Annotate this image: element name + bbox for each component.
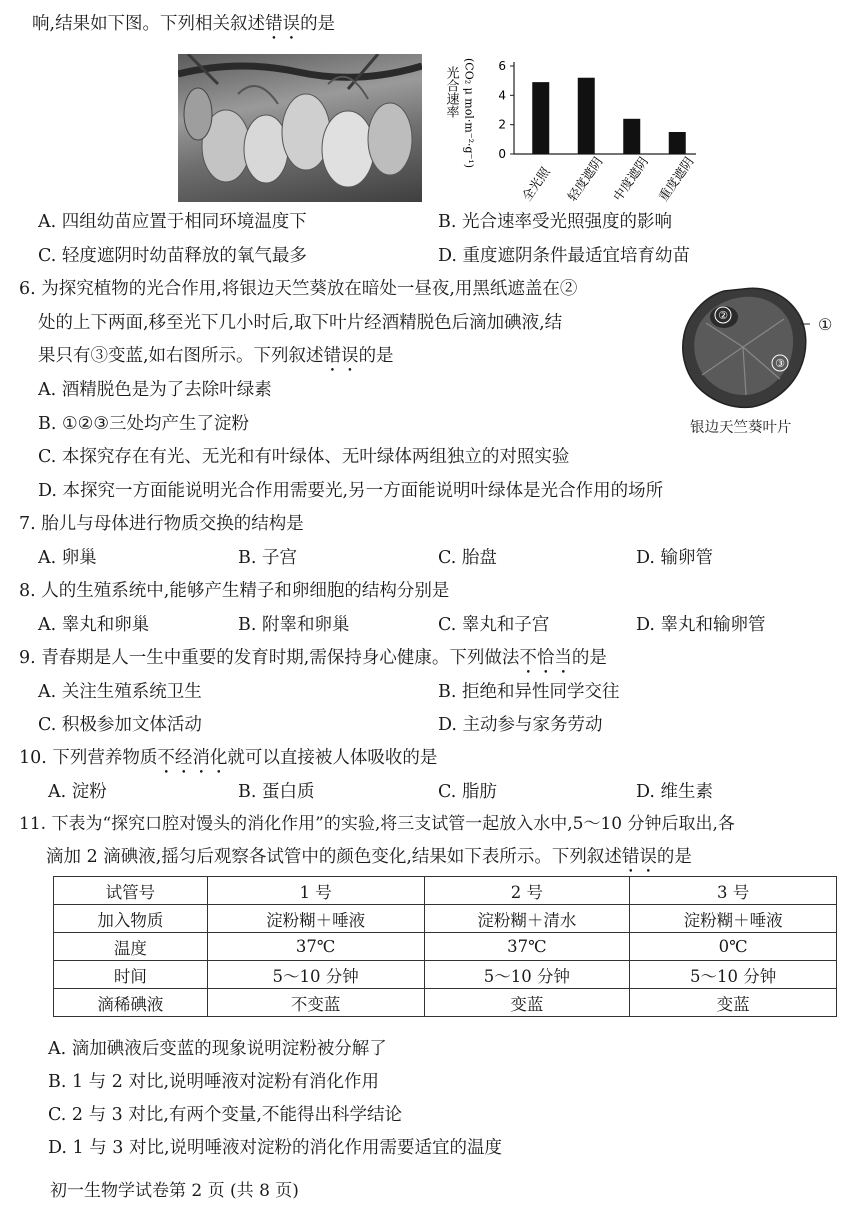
q9-option-a: A. 关注生殖系统卫生 (38, 682, 202, 702)
q7-stem: 7. 胎儿与母体进行物质交换的结构是 (19, 514, 304, 534)
table-row (54, 989, 837, 1017)
page-footer: 初一生物学试卷第 2 页 (共 8 页) (50, 1181, 299, 1201)
q8-option-c: C. 睾丸和子宫 (438, 615, 550, 635)
table-row (54, 905, 837, 933)
q11-option-b: B. 1 与 2 对比,说明唾液对淀粉有消化作用 (48, 1072, 380, 1092)
q6-option-b: B. ①②③三处均产生了淀粉 (38, 414, 250, 434)
q10-option-d: D. 维生素 (636, 782, 714, 802)
q10-option-c: C. 脂肪 (438, 782, 497, 802)
q11-option-d: D. 1 与 3 对比,说明唾液对淀粉的消化作用需要适宜的温度 (48, 1138, 503, 1158)
q10-option-b: B. 蛋白质 (238, 782, 315, 802)
leaf-caption: 银边天竺葵叶片 (690, 420, 792, 436)
table-row (54, 933, 837, 961)
category-label: 全光照 (518, 164, 553, 204)
category-label: 中度遮阴 (609, 154, 651, 204)
table-cell: 1 号 (207, 877, 424, 905)
table-row (54, 961, 837, 989)
y-axis-label: 光合速率 (443, 66, 459, 118)
q9-stem: 9. 青春期是人一生中重要的发育时期,需保持身心健康。下列做法不恰当的是 (19, 648, 607, 668)
table-cell: 37℃ (424, 933, 630, 961)
table-cell: 变蓝 (424, 989, 630, 1017)
q9-option-b: B. 拒绝和异性同学交往 (438, 682, 620, 702)
q6-option-d: D. 本探究一方面能说明光合作用需要光,另一方面能说明叶绿体是光合作用的场所 (38, 481, 664, 501)
q6-option-a: A. 酒精脱色是为了去除叶绿素 (38, 380, 272, 400)
bar-4 (669, 132, 686, 154)
q8-option-d: D. 睾丸和输卵管 (636, 615, 766, 635)
q8-stem: 8. 人的生殖系统中,能够产生精子和卵细胞的结构分别是 (19, 581, 450, 601)
q7-option-b: B. 子宫 (238, 548, 297, 568)
kiwi-fruit-photo (178, 54, 422, 202)
q5-option-d: D. 重度遮阴条件最适宜培育幼苗 (438, 246, 691, 266)
q11-stem-line-2: 滴加 2 滴碘液,摇匀后观察各试管中的颜色变化,结果如下表所示。下列叙述错误的是 (46, 847, 692, 867)
q9-option-d: D. 主动参与家务劳动 (438, 715, 603, 735)
y-tick-label: 0 (498, 147, 506, 161)
table-cell: 滴稀碘液 (54, 989, 208, 1017)
q9-option-c: C. 积极参加文体活动 (38, 715, 202, 735)
q7-option-a: A. 卵巢 (38, 548, 97, 568)
q6-option-c: C. 本探究存在有光、无光和有叶绿体、无叶绿体两组独立的对照实验 (38, 447, 570, 467)
q7-option-d: D. 输卵管 (636, 548, 714, 568)
q11-option-c: C. 2 与 3 对比,有两个变量,不能得出科学结论 (48, 1105, 402, 1125)
q5-stem: 响,结果如下图。下列相关叙述错误的是 (32, 14, 336, 34)
table-cell: 淀粉糊＋唾液 (630, 905, 837, 933)
geranium-leaf-figure (676, 283, 810, 413)
q11-stem-line-1: 11. 下表为“探究口腔对馒头的消化作用”的实验,将三支试管一起放入水中,5～10 分钟后取出,各 (19, 814, 735, 834)
table-cell: 2 号 (424, 877, 630, 905)
y-tick-label: 4 (498, 88, 506, 103)
mark-1-label: ① (818, 315, 833, 334)
q5-option-c: C. 轻度遮阴时幼苗释放的氧气最多 (38, 246, 307, 266)
y-tick-label: 2 (498, 117, 506, 132)
mark-3: ③ (775, 357, 785, 370)
category-label: 轻度遮阴 (564, 154, 606, 204)
q10-stem: 10. 下列营养物质不经消化就可以直接被人体吸收的是 (19, 748, 438, 768)
table-cell: 淀粉糊＋清水 (424, 905, 630, 933)
table-cell: 3 号 (630, 877, 837, 905)
category-label: 重度遮阴 (655, 154, 697, 204)
bar-2 (578, 78, 595, 154)
table-cell: 5～10 分钟 (424, 961, 630, 989)
q10-option-a: A. 淀粉 (48, 782, 107, 802)
table-row (54, 877, 837, 905)
table-cell: 变蓝 (630, 989, 837, 1017)
q6-stem-line-3: 果只有③变蓝,如右图所示。下列叙述错误的是 (38, 346, 394, 366)
mark-2: ② (718, 309, 728, 322)
q8-option-a: A. 睾丸和卵巢 (38, 615, 150, 635)
bar-3 (623, 119, 640, 154)
table-cell: 5～10 分钟 (630, 961, 837, 989)
q6-stem-line-1: 6. 为探究植物的光合作用,将银边天竺葵放在暗处一昼夜,用黑纸遮盖在② (19, 279, 578, 299)
y-tick-label: 6 (498, 59, 506, 73)
table-cell: 5～10 分钟 (207, 961, 424, 989)
table-cell: 试管号 (54, 877, 208, 905)
table-cell: 加入物质 (54, 905, 208, 933)
table-cell: 时间 (54, 961, 208, 989)
q6-stem-line-2: 处的上下两面,移至光下几小时后,取下叶片经酒精脱色后滴加碘液,结 (38, 313, 563, 333)
q8-option-b: B. 附睾和卵巢 (238, 615, 350, 635)
table-cell: 0℃ (630, 933, 837, 961)
table-cell: 不变蓝 (207, 989, 424, 1017)
q7-option-c: C. 胎盘 (438, 548, 497, 568)
experiment-table (53, 876, 837, 1017)
q5-option-b: B. 光合速率受光照强度的影响 (438, 212, 672, 232)
photosynthesis-bar-chart (432, 54, 702, 204)
table-cell: 温度 (54, 933, 208, 961)
y-axis-unit: (CO₂ μ mol·m⁻²·g⁻¹) (462, 58, 476, 169)
table-cell: 37℃ (207, 933, 424, 961)
bar-1 (532, 82, 549, 154)
table-cell: 淀粉糊＋唾液 (207, 905, 424, 933)
q11-option-a: A. 滴加碘液后变蓝的现象说明淀粉被分解了 (48, 1039, 387, 1059)
q5-option-a: A. 四组幼苗应置于相同环境温度下 (38, 212, 307, 232)
